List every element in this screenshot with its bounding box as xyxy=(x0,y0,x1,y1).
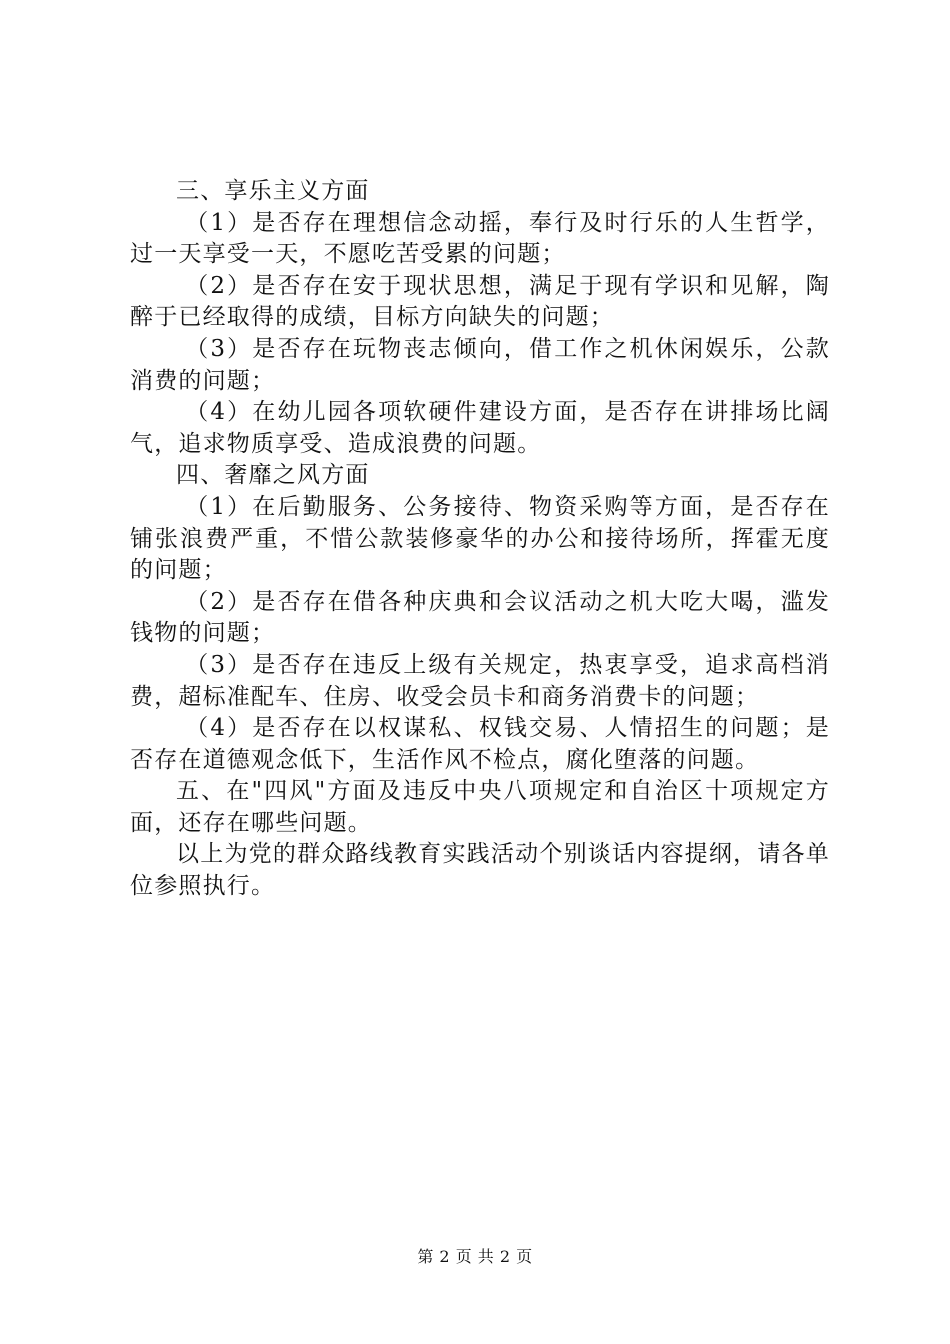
section-heading-extravagance: 四、奢靡之风方面 xyxy=(176,462,370,489)
paragraph-item: （1）在后勤服务、公务接待、物资采购等方面，是否存在铺张浪费严重，不惜公款装修豪华的办公和接待场所，挥霍无度的问题； xyxy=(130,493,830,584)
section-heading-hedonism: 三、享乐主义方面 xyxy=(176,178,370,204)
paragraph-item: （3）是否存在玩物丧志倾向，借工作之机休闲娱乐，公款消费的问题； xyxy=(130,335,830,394)
paragraph-item: （3）是否存在违反上级有关规定，热衷享受，追求高档消费，超标准配车、住房、收受会员卡和商务消费卡的问题； xyxy=(130,651,830,710)
paragraph-item: （2）是否存在安于现状思想，满足于现有学识和见解，陶醉于已经取得的成绩，目标方向缺失的问题； xyxy=(130,272,830,331)
paragraph-item: （1）是否存在理想信念动摇，奉行及时行乐的人生哲学，过一天享受一天，不愿吃苦受累的问题； xyxy=(130,209,830,268)
paragraph-item: （4）在幼儿园各项软硬件建设方面，是否存在讲排场比阔气，追求物质享受、造成浪费的问题。 xyxy=(130,399,830,457)
document-body xyxy=(130,176,830,903)
paragraph-item: （4）是否存在以权谋私、权钱交易、人情招生的问题；是否存在道德观念低下，生活作风不检点，腐化堕落的问题。 xyxy=(130,715,830,773)
section-heading-four-winds: 五、在"四风"方面及违反中央八项规定和自治区十项规定方面，还存在哪些问题。 xyxy=(130,778,830,836)
page-number-footer: 第 2 页 共 2 页 xyxy=(417,1247,533,1266)
paragraph-item: （2）是否存在借各种庆典和会议活动之机大吃大喝，滥发钱物的问题； xyxy=(130,588,830,647)
closing-paragraph: 以上为党的群众路线教育实践活动个别谈话内容提纲，请各单位参照执行。 xyxy=(130,841,830,900)
